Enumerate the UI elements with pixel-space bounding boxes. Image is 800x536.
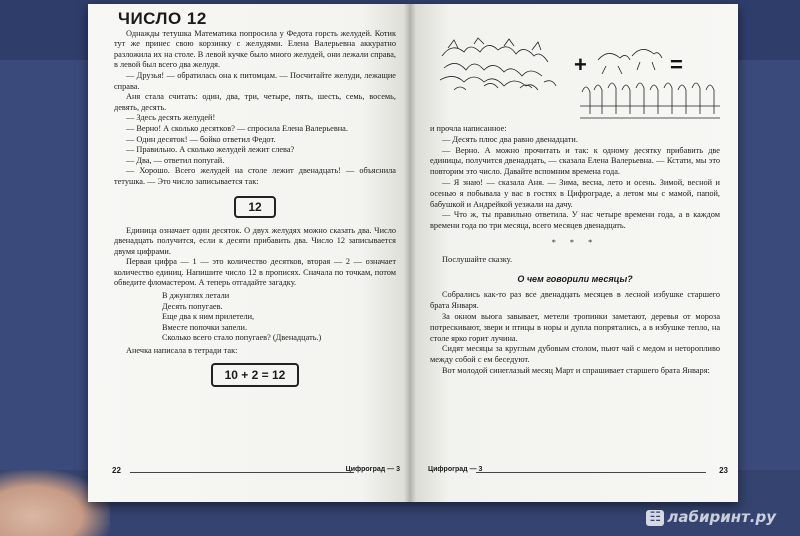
- paragraph: — Что ж, ты правильно ответила. У нас четыре времени года, а в каждом времени года по три месяца, всего месяцев двенадцать.: [430, 210, 720, 231]
- chapter-heading: ЧИСЛО 12: [118, 9, 207, 28]
- right-page: [410, 4, 738, 502]
- poem-line: Еще два к ним прилетели,: [162, 312, 255, 322]
- poem-line: В джунглях летали: [162, 291, 230, 301]
- poem-line: Вместе попочки запели.: [162, 322, 248, 332]
- paragraph: — Два, — ответил попугай.: [126, 155, 225, 165]
- page-number: 22: [112, 466, 121, 475]
- paragraph: Сидят месяцы за круглым дубовым столом, пьют чай с медом и неторопливо между собой с ем беседуют.: [430, 344, 720, 365]
- paragraph: За окном вьюга завывает, метели тропинки заметают, деревья от мороза потрескивают, звери и птицы в норы и дупла попрятались, а в избушке тепло, на столе ярко горит лучина.: [430, 311, 720, 343]
- section-stars: * * *: [551, 237, 599, 247]
- paragraph: — Я знаю! — сказала Аня. — Зима, весна, лето и осень. Зимой, весной и осенью я побывала у вас в гостях в Цифрограде, а летом мы с мамой, папой, бабушкой и Андрейкой уезжали на дачу.: [430, 177, 720, 209]
- footer-rule: [476, 472, 706, 473]
- paragraph: Аня стала считать: один, два, три, четыре, пять, шесть, семь, восемь, девять, десять.: [114, 92, 396, 112]
- book-spine: [404, 4, 416, 502]
- poem-line: Сколько всего стало попугаев? (Двенадцать.): [162, 333, 322, 343]
- page-number: 23: [719, 466, 728, 475]
- book-icon: ☷: [646, 510, 664, 526]
- paragraph: и прочла написанное:: [430, 124, 507, 133]
- twelve-parrots-icon: [580, 83, 720, 118]
- parrots-illustration: [434, 26, 724, 126]
- two-parrots-icon: [598, 49, 662, 74]
- right-page-content: [430, 124, 720, 377]
- paragraph: Анечка написала в тетради так:: [126, 346, 238, 356]
- running-title: Цифроград — 3: [345, 466, 400, 473]
- parrot-flock-icon: [440, 38, 556, 90]
- paragraph: Вот молодой синеглазый месяц Март и спрашивает старшего брата Января:: [442, 365, 710, 375]
- left-page: [88, 4, 410, 502]
- number-box: 12: [234, 196, 276, 218]
- equation-box: 10 + 2 = 12: [211, 363, 299, 387]
- left-page-content: [114, 9, 396, 387]
- equals-sign: =: [670, 52, 683, 77]
- paragraph: — Верно! А сколько десятков? — спросила Елена Валерьевна.: [126, 123, 348, 133]
- paragraph: — Десять плюс два равно двенадцати.: [442, 134, 578, 144]
- watermark-text: лабиринт.ру: [667, 508, 776, 526]
- paragraph: — Правильно. А сколько желудей лежит слева?: [126, 145, 295, 155]
- paragraph: — Хорошо. Всего желудей на столе лежит двенадцать! — объяснила тетушка. — Это число записывается так:: [114, 166, 396, 186]
- poem-line: Десять попугаев.: [162, 301, 223, 311]
- riddle-poem: [162, 291, 396, 344]
- paragraph: Собрались как-то раз все двенадцать месяцев в лесной избушке старшего брата Января.: [430, 290, 720, 311]
- open-book: [88, 4, 738, 502]
- paragraph: — Один десяток! — бойко ответил Федот.: [126, 134, 276, 144]
- watermark: [646, 508, 776, 526]
- paragraph: — Здесь десять желудей!: [126, 113, 216, 123]
- plus-sign: +: [574, 52, 587, 77]
- paragraph: Однажды тетушка Математика попросила у Федота горсть желудей. Котик тут же принес свою корзинку с желудями. Елена Валерьевна аккуратно разложила их на столе. В левой кучке было много желудей, они лежали справа, в левой был всего два желудя.: [114, 28, 396, 70]
- paragraph: Единица означает один десяток. О двух желудях можно сказать два. Число двенадцать получится, если к десяти прибавить два. Число 12 записывается двумя цифрами.: [114, 225, 396, 256]
- footer-rule: [130, 472, 354, 473]
- paragraph: Первая цифра — 1 — это количество десятков, вторая — 2 — означает количество единиц. Напишите число 12 в прописях. Сначала по точкам, потом обведите фломастером. А теперь отгадайте загадку.: [114, 257, 396, 288]
- paragraph: — Друзья! — обратилась она к питомцам. — Посчитайте желуди, лежащие справа.: [114, 70, 396, 91]
- paragraph: — Верно. А можно прочитать и так: к одному десятку прибавить две единицы, получится двенадцать, — сказала Елена Валерьевна. — Кстати, мы это повторим это число. Давайте вспомним времена года.: [430, 145, 720, 177]
- running-title: Цифроград — 3: [428, 466, 483, 473]
- section-subheading: О чем говорили месяцы?: [517, 273, 633, 284]
- paragraph: Послушайте сказку.: [442, 254, 513, 264]
